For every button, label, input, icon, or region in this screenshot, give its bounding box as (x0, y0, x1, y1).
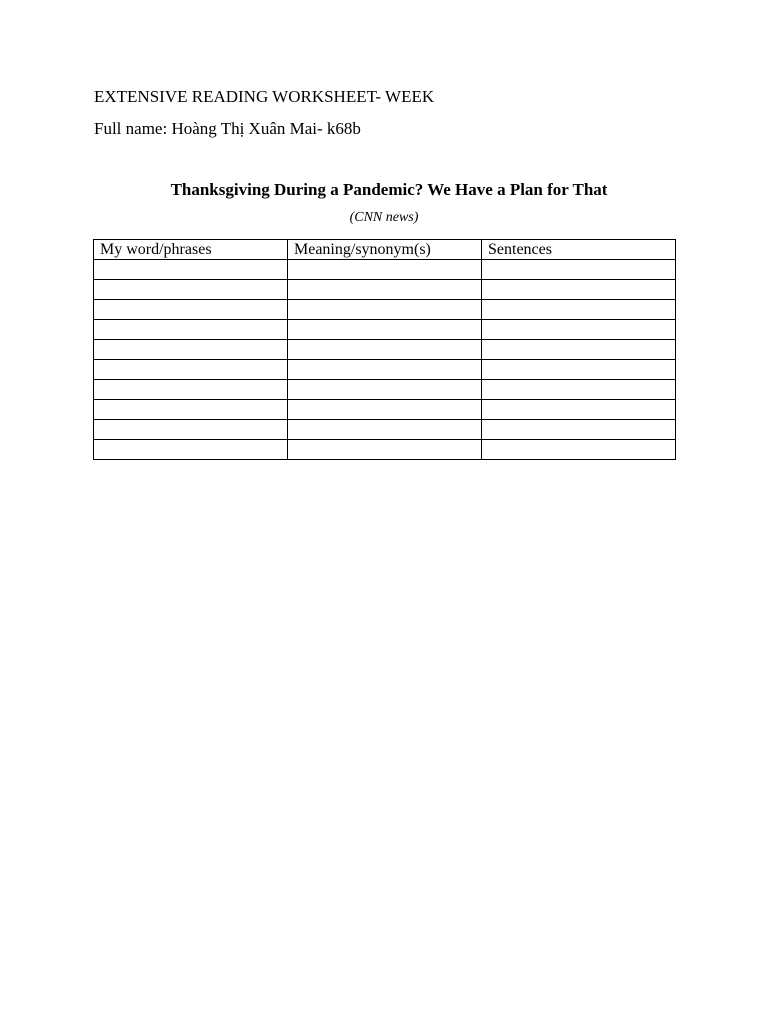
cell-meaning[interactable] (288, 280, 482, 300)
table-row (94, 260, 676, 280)
worksheet-heading: EXTENSIVE READING WORKSHEET- WEEK (94, 87, 435, 106)
cell-meaning[interactable] (288, 380, 482, 400)
cell-sentence[interactable] (482, 340, 676, 360)
table-row (94, 440, 676, 460)
vocabulary-table (93, 239, 676, 460)
cell-meaning[interactable] (288, 440, 482, 460)
article-source: (CNN news) (349, 210, 419, 225)
article-title: Thanksgiving During a Pandemic? We Have a Plan for That (170, 180, 608, 199)
cell-word[interactable] (94, 280, 288, 300)
cell-sentence[interactable] (482, 400, 676, 420)
table-row (94, 280, 676, 300)
full-name-line: Full name: Hoàng Thị Xuân Mai- k68b (94, 119, 361, 138)
cell-word[interactable] (94, 360, 288, 380)
cell-sentence[interactable] (482, 360, 676, 380)
cell-meaning[interactable] (288, 260, 482, 280)
cell-sentence[interactable] (482, 440, 676, 460)
table-row (94, 420, 676, 440)
vocabulary-table-body (94, 260, 676, 460)
table-row (94, 340, 676, 360)
cell-meaning[interactable] (288, 320, 482, 340)
cell-meaning[interactable] (288, 340, 482, 360)
cell-word[interactable] (94, 400, 288, 420)
cell-sentence[interactable] (482, 260, 676, 280)
column-header-word: My word/phrases (94, 240, 288, 260)
cell-meaning[interactable] (288, 360, 482, 380)
cell-sentence[interactable] (482, 420, 676, 440)
table-row (94, 380, 676, 400)
column-header-sentences: Sentences (482, 240, 676, 260)
cell-sentence[interactable] (482, 380, 676, 400)
cell-sentence[interactable] (482, 320, 676, 340)
table-row (94, 400, 676, 420)
cell-word[interactable] (94, 420, 288, 440)
cell-word[interactable] (94, 440, 288, 460)
table-header-row (94, 240, 676, 260)
table-row (94, 320, 676, 340)
cell-sentence[interactable] (482, 280, 676, 300)
cell-meaning[interactable] (288, 300, 482, 320)
cell-word[interactable] (94, 320, 288, 340)
table-row (94, 360, 676, 380)
cell-word[interactable] (94, 300, 288, 320)
column-header-meaning: Meaning/synonym(s) (288, 240, 482, 260)
table-row (94, 300, 676, 320)
cell-word[interactable] (94, 340, 288, 360)
cell-meaning[interactable] (288, 420, 482, 440)
cell-word[interactable] (94, 380, 288, 400)
cell-word[interactable] (94, 260, 288, 280)
cell-meaning[interactable] (288, 400, 482, 420)
cell-sentence[interactable] (482, 300, 676, 320)
